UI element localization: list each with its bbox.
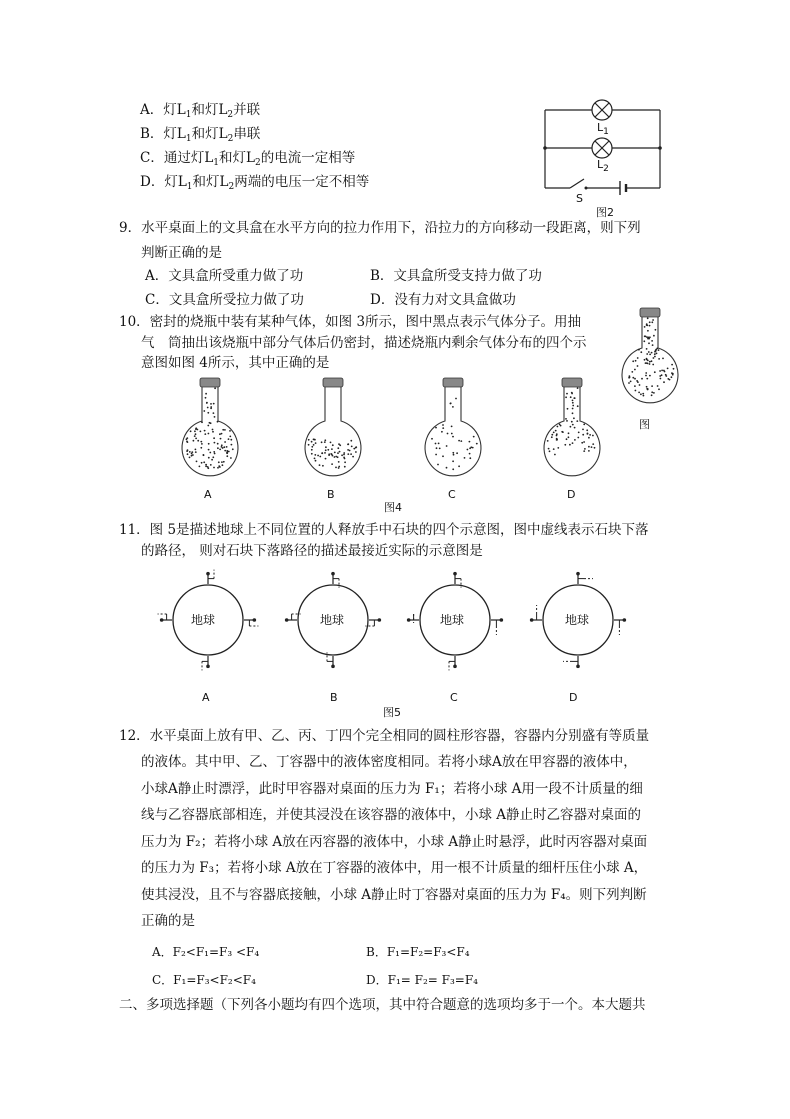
q10-stem-line1: 10．密封的烧瓶中装有某种气体，如图 3所示，图中黑点表示气体分子。用抽 xyxy=(119,314,582,330)
q12-line4: 线与乙容器底部相连，并使其浸没在该容器的液体中，小球 A静止时乙容器对桌面的 xyxy=(141,807,642,823)
q12-option-a: A．F₂<F₁=F₃ <F₄ xyxy=(152,945,260,959)
q9-option-b: B．文具盒所受支持力做了功 xyxy=(370,268,542,284)
q12-line3: 小球A静止时漂浮，此时甲容器对桌面的压力为 F₁；若将小球 A用一段不计质量的细 xyxy=(141,781,643,797)
q9-option-d: D．没有力对文具盒做功 xyxy=(370,292,516,308)
flask-label-a: A xyxy=(204,488,212,501)
q10-stem-line2: 气 筒抽出该烧瓶中部分气体后仍密封，描述烧瓶内剩余气体分布的四个示 xyxy=(141,335,587,351)
earth-option-d: D xyxy=(569,691,578,704)
earth-label-b: 地球 xyxy=(320,613,345,627)
q8-option-a: A．灯$L_1$和灯$L_2$并联 xyxy=(140,102,261,120)
q10-stem-line3: 意图如图 4所示，其中正确的是 xyxy=(141,355,330,371)
figure-3-caption: 图 xyxy=(639,418,650,431)
q12-line5: 压力为 F₂；若将小球 A放在丙容器的液体中，小球 A静止时悬浮，此时丙容器对桌面 xyxy=(141,834,648,850)
q8-option-d: D．灯$L_1$和灯$L_2$两端的电压一定不相等 xyxy=(140,174,370,192)
earth-option-b: B xyxy=(330,691,338,704)
q12-option-d: D．F₁= F₂= F₃=F₄ xyxy=(366,973,478,987)
flask-label-b: B xyxy=(327,488,335,501)
q11-stem-line2: 的路径， 则对石块下落路径的描述最接近实际的示意图是 xyxy=(141,543,483,559)
q12-line6: 的压力为 F₃；若将小球 A放在丁容器的液体中，用一根不计质量的细杆压住小球 A， xyxy=(141,860,648,876)
q12-line2: 的液体。其中甲、乙、丁容器中的液体密度相同。若将小球A放在甲容器的液体中， xyxy=(141,754,637,770)
q8-option-b: B．灯$L_1$和灯$L_2$串联 xyxy=(140,126,261,144)
earth-label-a: 地球 xyxy=(191,613,216,627)
q12-option-c: C．F₁=F₃<F₂<F₄ xyxy=(152,973,256,987)
flask-label-c: C xyxy=(448,488,456,501)
earth-option-c: C xyxy=(450,691,458,704)
q12-line1: 12．水平桌面上放有甲、乙、丙、丁四个完全相同的圆柱形容器，容器内分别盛有等质量 xyxy=(119,728,650,744)
figure-2-caption: 图2 xyxy=(596,206,614,219)
q9-option-c: C．文具盒所受拉力做了功 xyxy=(145,292,304,308)
q12-line7: 使其浸没，且不与容器底接触，小球 A静止时丁容器对桌面的压力为 F₄。则下列判断 xyxy=(141,887,647,903)
figure-4-caption: 图4 xyxy=(384,501,402,514)
q9-stem-line2: 判断正确的是 xyxy=(141,245,222,261)
figure-5-caption: 图5 xyxy=(383,706,401,719)
q11-stem-line1: 11．图 5是描述地球上不同位置的人释放手中石块的四个示意图，图中虚线表示石块下落 xyxy=(119,522,649,538)
earth-option-a: A xyxy=(202,691,210,704)
earth-label-d: 地球 xyxy=(565,613,590,627)
lamp-l2-label: $L_2$ xyxy=(597,158,609,174)
q8-option-c: C．通过灯$L_1$和灯$L_2$的电流一定相等 xyxy=(140,150,356,168)
q9-stem-line1: 9．水平桌面上的文具盒在水平方向的拉力作用下，沿拉力的方向移动一段距离，则下列 xyxy=(119,220,641,236)
switch-label: S xyxy=(576,192,583,205)
flask-label-d: D xyxy=(567,488,576,501)
q12-line8: 正确的是 xyxy=(141,913,195,929)
earth-label-c: 地球 xyxy=(440,613,465,627)
q9-option-a: A．文具盒所受重力做了功 xyxy=(145,268,304,284)
section-2-heading: 二、多项选择题（下列各小题均有四个选项，其中符合题意的选项均多于一个。本大题共 xyxy=(119,997,646,1013)
lamp-l1-label: $L_1$ xyxy=(597,121,609,137)
q12-option-b: B．F₁=F₂=F₃<F₄ xyxy=(366,945,470,959)
